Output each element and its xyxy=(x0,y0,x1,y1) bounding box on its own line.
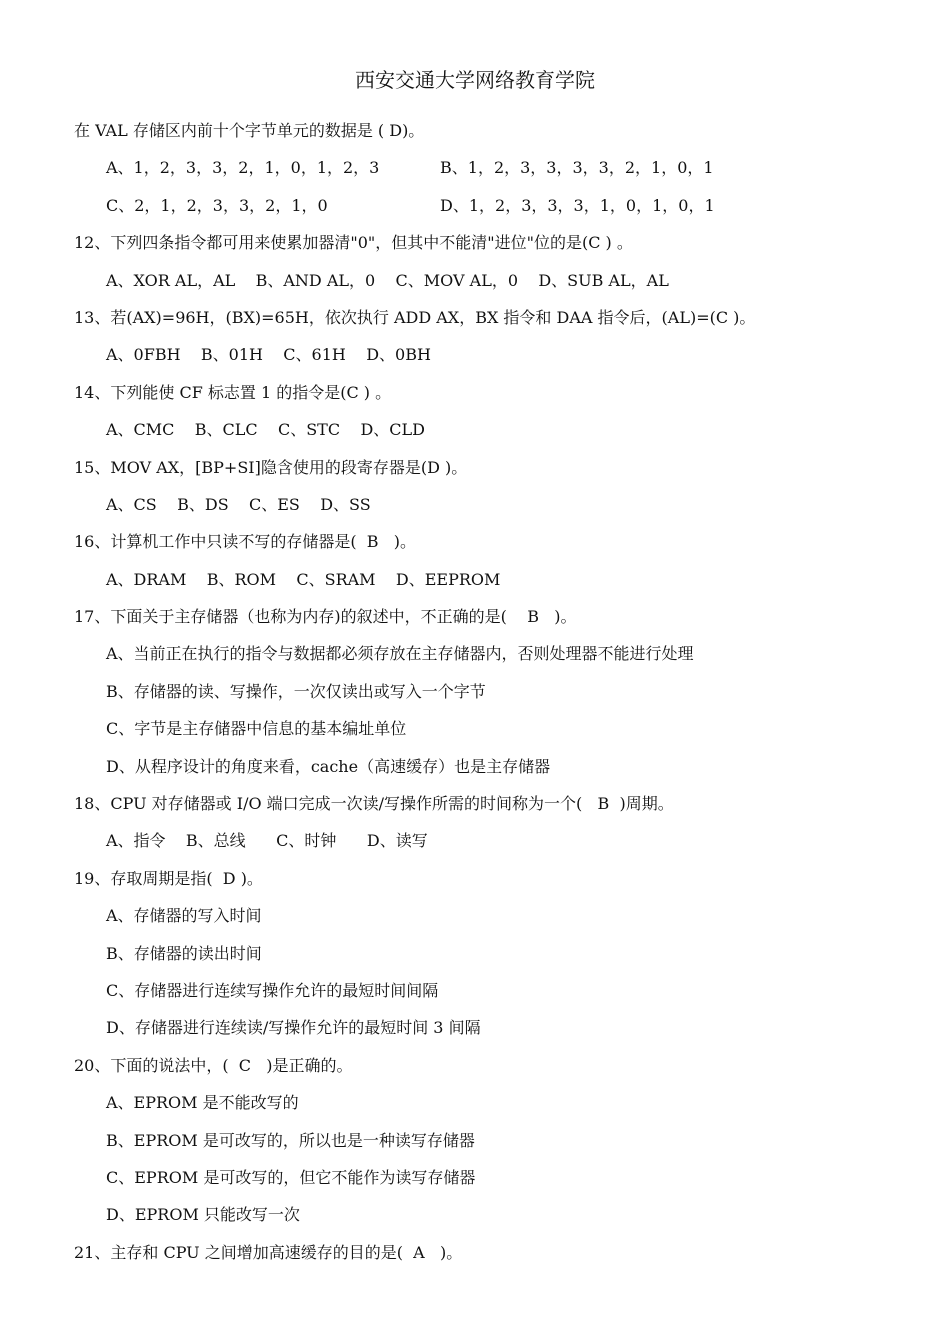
option-line: B、存储器的读、写操作，一次仅读出或写入一个字节 xyxy=(106,681,486,701)
option-cell-right: B、1，2，3，3，3，3，2，1，0，1 xyxy=(440,158,714,178)
question-line: 19、存取周期是指( D )。 xyxy=(74,868,263,888)
option-line: D、存储器进行连续读/写操作允许的最短时间 3 间隔 xyxy=(106,1018,481,1038)
option-line: A、EPROM 是不能改写的 xyxy=(106,1093,299,1113)
question-line: 18、CPU 对存储器或 I/O 端口完成一次读/写操作所需的时间称为一个( B )周期。 xyxy=(74,794,674,814)
option-cell-right: D、1，2，3，3，3，1，0，1，0，1 xyxy=(440,195,715,215)
option-line: A、XOR AL，AL B、AND AL，0 C、MOV AL，0 D、SUB AL，AL xyxy=(106,270,669,290)
option-line: C、EPROM 是可改写的，但它不能作为读写存储器 xyxy=(106,1167,476,1187)
question-line: 20、下面的说法中，( C )是正确的。 xyxy=(74,1055,353,1075)
document-body xyxy=(0,118,950,1277)
option-line: A、DRAM B、ROM C、SRAM D、EEPROM xyxy=(106,569,501,589)
option-line: D、EPROM 只能改写一次 xyxy=(106,1205,300,1225)
option-line: A、0FBH B、01H C、61H D、0BH xyxy=(106,345,431,365)
question-line: 21、主存和 CPU 之间增加高速缓存的目的是( A )。 xyxy=(74,1242,463,1262)
option-line: C、字节是主存储器中信息的基本编址单位 xyxy=(106,719,407,739)
option-line: B、EPROM 是可改写的，所以也是一种读写存储器 xyxy=(106,1130,475,1150)
option-line: A、当前正在执行的指令与数据都必须存放在主存储器内，否则处理器不能进行处理 xyxy=(106,644,694,664)
option-line: A、CMC B、CLC C、STC D、CLD xyxy=(106,420,425,440)
question-line: 12、下列四条指令都可用来使累加器清"0"，但其中不能清"进位"位的是(C ) 。 xyxy=(74,233,633,253)
question-line: 16、计算机工作中只读不写的存储器是( B )。 xyxy=(74,532,417,552)
option-cell-left: C、2，1，2，3，3，2，1，0 xyxy=(106,195,328,215)
option-line: C、存储器进行连续写操作允许的最短时间间隔 xyxy=(106,980,439,1000)
option-pair-line xyxy=(0,193,950,230)
question-line: 在 VAL 存储区内前十个字节单元的数据是 ( D)。 xyxy=(74,121,425,140)
question-line: 13、若(AX)=96H，(BX)=65H，依次执行 ADD AX，BX 指令和 DAA 指令后，(AL)=(C )。 xyxy=(74,307,756,327)
page-title: 西安交通大学网络教育学院 xyxy=(355,68,595,92)
question-line: 14、下列能使 CF 标志置 1 的指令是(C ) 。 xyxy=(74,382,392,402)
option-line: A、CS B、DS C、ES D、SS xyxy=(106,494,371,514)
question-line: 15、MOV AX，[BP+SI]隐含使用的段寄存器是(D )。 xyxy=(74,457,468,477)
option-line: A、存储器的写入时间 xyxy=(106,906,262,926)
option-line: D、从程序设计的角度来看，cache（高速缓存）也是主存储器 xyxy=(106,756,551,776)
option-line: B、存储器的读出时间 xyxy=(106,943,262,963)
option-pair-line xyxy=(0,155,950,192)
option-line: A、指令 B、总线 C、时钟 D、读写 xyxy=(106,831,428,851)
option-cell-left: A、1，2，3，3，2，1，0，1，2，3 xyxy=(106,158,380,178)
question-line: 17、下面关于主存储器（也称为内存)的叙述中，不正确的是( B )。 xyxy=(74,607,577,627)
